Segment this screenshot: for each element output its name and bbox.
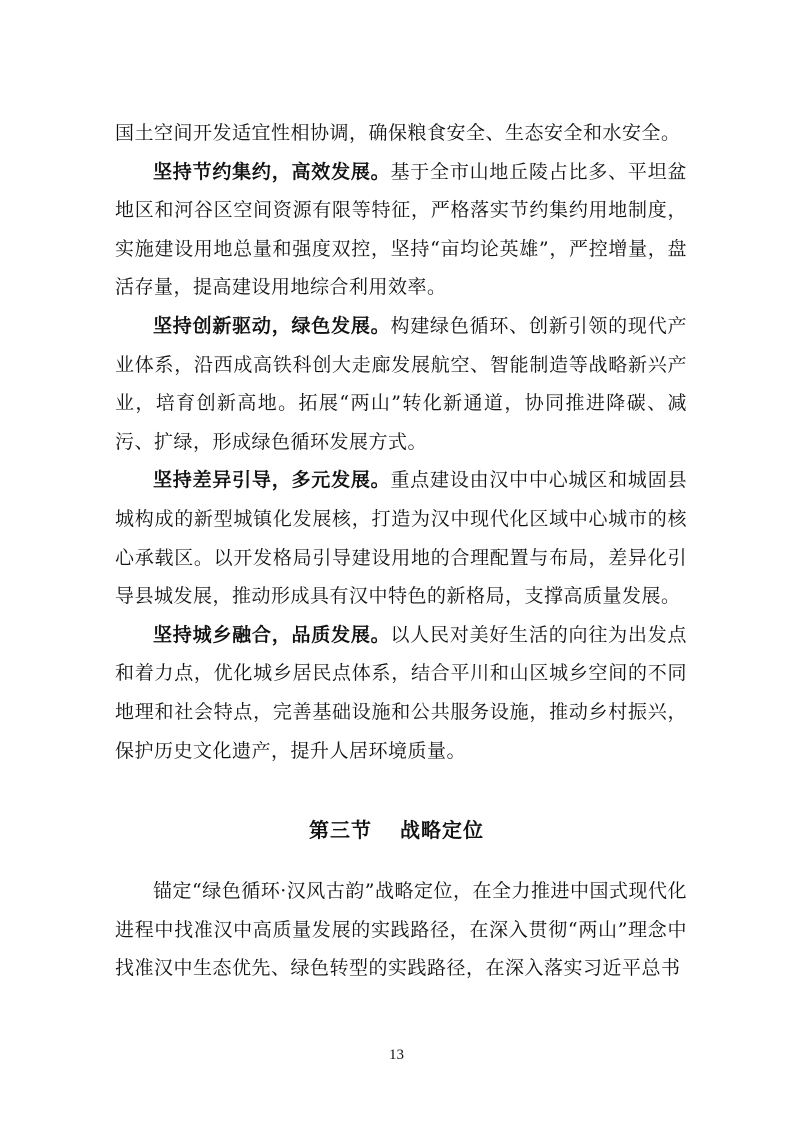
principle-paragraph-2: [115, 307, 687, 461]
principle-title-1: 坚持节约集约，高效发展。: [153, 160, 391, 183]
principle-title-4: 坚持城乡融合，品质发展。: [153, 623, 391, 646]
body-text-bottom: [115, 872, 687, 988]
page-number: 13: [389, 1047, 404, 1063]
principle-body-2: 构建绿色循环、创新引领的现代产业体系，沿西成高铁科创大走廊发展航空、智能制造等战略新兴产业，培育创新高地。拓展“两山”转化新通道，协同推进降碳、减污、扩绿，形成绿色循环发展方式。: [115, 314, 687, 453]
section-title: 战略定位: [400, 818, 484, 842]
principle-paragraph-4: [115, 616, 687, 770]
section-paragraph: 锚定“绿色循环·汉风古韵”战略定位，在全力推进中国式现代化进程中找准汉中高质量发展的实践路径，在深入贯彻“两山”理念中找准汉中生态优先、绿色转型的实践路径，在深入落实习近平总书: [115, 880, 687, 980]
section-heading: [0, 814, 793, 843]
body-text-top: [115, 114, 687, 770]
principle-title-3: 坚持差异引导，多元发展。: [153, 469, 391, 492]
principle-title-2: 坚持创新驱动，绿色发展。: [153, 314, 391, 337]
principle-body-4: 以人民对美好生活的向往为出发点和着力点，优化城乡居民点体系，结合平川和山区城乡空间的不同地理和社会特点，完善基础设施和公共服务设施，推动乡村振兴，保护历史文化遗产，提升人居环境质量。: [115, 623, 687, 762]
principle-body-3: 重点建设由汉中中心城区和城固县城构成的新型城镇化发展核，打造为汉中现代化区域中心城市的核心承载区。以开发格局引导建设用地的合理配置与布局，差异化引导县城发展，推动形成具有汉中特色的新格局，支撑高质量发展。: [115, 469, 687, 608]
section-number: 第三节: [309, 818, 372, 842]
principle-paragraph-3: [115, 461, 687, 615]
continued-paragraph: 国土空间开发适宜性相协调，确保粮食安全、生态安全和水安全。: [115, 122, 681, 144]
principle-paragraph-1: [115, 153, 687, 307]
principle-body-1: 基于全市山地丘陵占比多、平坦盆地区和河谷区空间资源有限等特征，严格落实节约集约用地制度，实施建设用地总量和强度双控，坚持“亩均论英雄”，严控增量，盘活存量，提高建设用地综合利用效率。: [115, 160, 687, 299]
